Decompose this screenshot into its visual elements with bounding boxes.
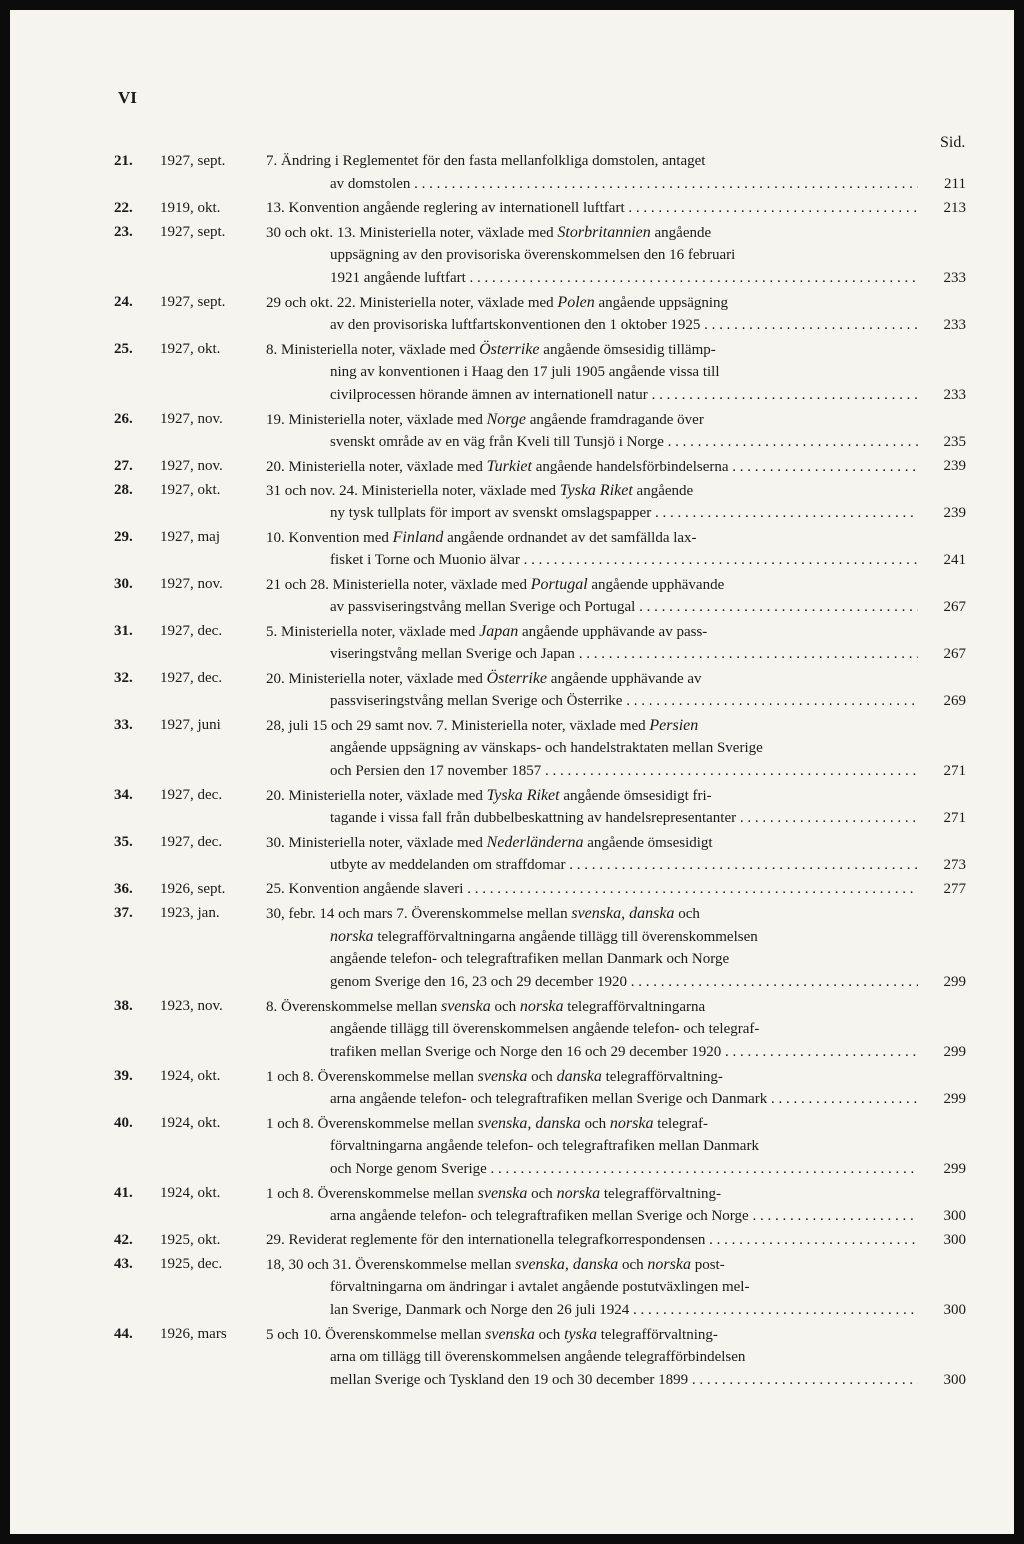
entry-title xyxy=(266,620,918,666)
entry-title-line xyxy=(266,1088,918,1111)
text-segment: 5 och 10. Överenskommelse mellan xyxy=(266,1327,486,1343)
text-segment: svenskt område av en väg från Kveli till Tunsjö i Norge xyxy=(330,434,664,450)
text-segment: 7. Ändring i Reglementet för den fasta mellanfolkliga domstolen, antaget xyxy=(266,153,706,169)
text-segment: angående xyxy=(650,225,712,241)
entry-number: 33. xyxy=(114,717,133,733)
entry-number: 23. xyxy=(114,224,133,240)
entry-title-line xyxy=(266,1158,918,1181)
entry-number: 35. xyxy=(114,834,133,850)
text-segment: angående handelsförbindelserna xyxy=(531,459,729,475)
entry-page-number: 269 xyxy=(943,693,966,709)
entry-title-line xyxy=(266,455,918,478)
text-segment: och xyxy=(490,999,520,1015)
document-page xyxy=(10,10,1014,1534)
entry-title xyxy=(266,573,918,619)
text-segment: angående uppsägning av vänskaps- och handelstraktaten mellan Sverige xyxy=(330,740,763,756)
italic-segment: norska xyxy=(556,1185,601,1202)
entry-number: 29. xyxy=(114,529,133,545)
entry-title-line xyxy=(266,150,918,173)
entry-date: 1924, okt. xyxy=(160,1115,221,1131)
text-segment: 31 och nov. 24. Ministeriella noter, växlade med xyxy=(266,483,560,499)
text-segment: utbyte av meddelanden om straffdomar xyxy=(330,857,566,873)
text-segment: telegrafförvaltning- xyxy=(601,1069,723,1085)
entry-page-number: 300 xyxy=(943,1208,966,1224)
italic-segment: Storbritannien xyxy=(557,224,651,241)
entry-title-line xyxy=(266,1346,918,1369)
entry-title-line xyxy=(266,1369,918,1392)
entry-number: 34. xyxy=(114,787,133,803)
text-segment: 30. Ministeriella noter, växlade med xyxy=(266,835,487,851)
entry-date: 1925, dec. xyxy=(160,1256,223,1272)
entry-date: 1927, sept. xyxy=(160,224,226,240)
entry-date: 1923, jan. xyxy=(160,905,220,921)
text-segment: 20. Ministeriella noter, växlade med xyxy=(266,788,487,804)
text-segment: och Norge genom Sverige xyxy=(330,1161,487,1177)
entry-number: 41. xyxy=(114,1185,133,1201)
text-segment: passviseringstvång mellan Sverige och Österrike xyxy=(330,693,623,709)
entry-number: 21. xyxy=(114,153,133,169)
text-segment: 29 och okt. 22. Ministeriella noter, växlade med xyxy=(266,295,558,311)
entry-title-line xyxy=(266,1323,918,1346)
entry-page-number: 239 xyxy=(943,505,966,521)
text-segment: 1 och 8. Överenskommelse mellan xyxy=(266,1186,478,1202)
entry-title-line xyxy=(266,479,918,502)
text-segment: angående ömsesidigt fri- xyxy=(559,788,712,804)
entry-title-line xyxy=(266,384,918,407)
entry-date: 1927, maj xyxy=(160,529,220,545)
entry-page-number: 277 xyxy=(943,881,966,897)
entry-title-line xyxy=(266,667,918,690)
entry-title-line xyxy=(266,1065,918,1088)
entry-page-number: 300 xyxy=(943,1232,966,1248)
italic-segment: danska xyxy=(556,1068,602,1085)
entry-page-number: 233 xyxy=(943,387,966,403)
entry-date: 1927, juni xyxy=(160,717,221,733)
text-segment: och xyxy=(534,1327,565,1343)
entry-title-line xyxy=(266,971,918,994)
entry-title-line xyxy=(266,1253,918,1276)
entry-title-line xyxy=(266,643,918,666)
entry-title xyxy=(266,995,918,1064)
entry-page-number: 213 xyxy=(943,200,966,216)
entry-title xyxy=(266,1253,918,1322)
entry-title-line xyxy=(266,1205,918,1228)
text-segment: genom Sverige den 16, 23 och 29 december 1920 xyxy=(330,974,628,990)
text-segment: 10. Konvention med xyxy=(266,530,393,546)
entry-title xyxy=(266,1323,918,1392)
entry-page-number: 267 xyxy=(943,599,966,615)
entry-page-number: 235 xyxy=(943,434,966,450)
entry-date: 1919, okt. xyxy=(160,200,221,216)
italic-segment: Turkiet xyxy=(486,458,532,475)
text-segment: och Persien den 17 november 1857 xyxy=(330,763,542,779)
text-segment: angående uppsägning xyxy=(594,295,729,311)
entry-date: 1926, mars xyxy=(160,1326,227,1342)
text-segment: mellan Sverige och Tyskland den 19 och 30 december 1899 xyxy=(330,1372,689,1388)
entry-page-number: 299 xyxy=(943,974,966,990)
text-segment: 18, 30 och 31. Överenskommelse mellan xyxy=(266,1257,516,1273)
text-segment: angående telefon- och telegraftrafiken mellan Danmark och Norge xyxy=(330,951,730,967)
text-segment: post- xyxy=(690,1257,725,1273)
text-segment: arna angående telefon- och telegraftrafiken mellan Sverige och Norge xyxy=(330,1208,749,1224)
italic-segment: svenska xyxy=(477,1185,528,1202)
entry-title xyxy=(266,878,918,901)
italic-segment: norska xyxy=(519,998,564,1015)
entry-title-line xyxy=(266,549,918,572)
entry-title-line xyxy=(266,173,918,196)
text-segment: och xyxy=(674,906,700,922)
text-segment: ny tysk tullplats för import av svenskt omslagspapper xyxy=(330,505,652,521)
text-segment: 29. Reviderat reglemente för den internationella telegrafkorrespondensen xyxy=(266,1232,706,1248)
entry-title-line xyxy=(266,291,918,314)
text-segment: och xyxy=(527,1186,557,1202)
entry-page-number: 211 xyxy=(944,176,966,192)
entry-page-number: 241 xyxy=(943,552,966,568)
text-segment: 20. Ministeriella noter, växlade med xyxy=(266,671,487,687)
entry-title xyxy=(266,150,918,196)
entry-number: 26. xyxy=(114,411,133,427)
entry-title-line xyxy=(266,737,918,760)
entry-title-line xyxy=(266,1018,918,1041)
text-segment: 30, febr. 14 och mars 7. Överenskommelse mellan xyxy=(266,906,572,922)
entry-date: 1926, sept. xyxy=(160,881,226,897)
entry-date: 1927, okt. xyxy=(160,482,221,498)
text-segment: civilprocessen hörande ämnen av internationell natur xyxy=(330,387,648,403)
italic-segment: svenska xyxy=(477,1068,528,1085)
entry-title-line xyxy=(266,267,918,290)
text-segment: ning av konventionen i Haag den 17 juli 1905 angående vissa till xyxy=(330,364,720,380)
text-segment: angående tillägg till överenskommelsen angående telefon- och telegraf- xyxy=(330,1021,760,1037)
entry-page-number: 299 xyxy=(943,1044,966,1060)
entry-title-line xyxy=(266,902,918,925)
entry-number: 40. xyxy=(114,1115,133,1131)
entry-title xyxy=(266,831,918,877)
text-segment: 28, juli 15 och 29 samt nov. 7. Ministeriella noter, växlade med xyxy=(266,718,650,734)
entry-title xyxy=(266,1065,918,1111)
text-segment: 19. Ministeriella noter, växlade med xyxy=(266,412,487,428)
entry-date: 1927, dec. xyxy=(160,787,223,803)
text-segment: 20. Ministeriella noter, växlade med xyxy=(266,459,487,475)
text-segment: 8. Överenskommelse mellan xyxy=(266,999,441,1015)
text-segment: tagande i vissa fall från dubbelbeskattning av handelsrepresentanter xyxy=(330,810,737,826)
text-segment: uppsägning av den provisoriska överenskommelsen den 16 februari xyxy=(330,247,736,263)
italic-segment: Japan xyxy=(479,623,519,640)
italic-segment: Persien xyxy=(649,717,699,734)
entry-page-number: 233 xyxy=(943,317,966,333)
entry-title xyxy=(266,902,918,994)
text-segment: 30 och okt. 13. Ministeriella noter, växlade med xyxy=(266,225,558,241)
text-segment: av passviseringstvång mellan Sverige och Portugal xyxy=(330,599,636,615)
entry-title-line xyxy=(266,244,918,267)
italic-segment: Portugal xyxy=(530,576,588,593)
entry-date: 1927, nov. xyxy=(160,411,223,427)
text-segment: angående ömsesidig tillämp- xyxy=(539,342,716,358)
text-segment: fisket i Torne och Muonio älvar xyxy=(330,552,520,568)
entry-title-line xyxy=(266,408,918,431)
italic-segment: svenska, danska xyxy=(515,1256,619,1273)
entry-title-line xyxy=(266,573,918,596)
entry-title-line xyxy=(266,1112,918,1135)
entry-title xyxy=(266,197,918,220)
entry-number: 25. xyxy=(114,341,133,357)
entry-title-line xyxy=(266,690,918,713)
text-segment: telegrafförvaltning- xyxy=(600,1186,722,1202)
entry-page-number: 299 xyxy=(943,1091,966,1107)
italic-segment: norska xyxy=(330,928,374,945)
entry-title-line xyxy=(266,714,918,737)
text-segment: förvaltningarna angående telefon- och telegraftrafiken mellan Danmark xyxy=(330,1138,759,1154)
entry-page-number: 300 xyxy=(943,1372,966,1388)
entry-title xyxy=(266,1112,918,1181)
entry-page-number: 299 xyxy=(943,1161,966,1177)
text-segment: 21 och 28. Ministeriella noter, växlade med xyxy=(266,577,531,593)
entry-title-line xyxy=(266,995,918,1018)
text-segment: telegrafförvaltning- xyxy=(596,1327,718,1343)
entry-number: 31. xyxy=(114,623,133,639)
text-segment: 1 och 8. Överenskommelse mellan xyxy=(266,1069,478,1085)
text-segment: 1 och 8. Överenskommelse mellan xyxy=(266,1116,478,1132)
text-segment: arna angående telefon- och telegraftrafiken mellan Sverige och Danmark xyxy=(330,1091,768,1107)
page-number: VI xyxy=(118,88,137,107)
entry-title xyxy=(266,784,918,830)
italic-segment: Österrike xyxy=(486,670,548,687)
text-segment: telegrafförvaltningarna angående tillägg till överenskommelsen xyxy=(373,929,758,945)
text-segment: och xyxy=(618,1257,648,1273)
entry-number: 24. xyxy=(114,294,133,310)
text-segment: och xyxy=(580,1116,610,1132)
italic-segment: tyska xyxy=(564,1326,597,1343)
entry-title-line xyxy=(266,1299,918,1322)
entry-title xyxy=(266,221,918,290)
entry-date: 1927, sept. xyxy=(160,294,226,310)
text-segment: trafiken mellan Sverige och Norge den 16 och 29 december 1920 xyxy=(330,1044,722,1060)
entry-page-number: 271 xyxy=(943,810,966,826)
text-segment: telegraf- xyxy=(653,1116,708,1132)
entry-number: 27. xyxy=(114,458,133,474)
italic-segment: norska xyxy=(647,1256,691,1273)
entry-page-number: 267 xyxy=(943,646,966,662)
entry-number: 42. xyxy=(114,1232,133,1248)
entry-title-line xyxy=(266,314,918,337)
italic-segment: Finland xyxy=(392,529,444,546)
entry-page-number: 233 xyxy=(943,270,966,286)
page-column-header: Sid. xyxy=(940,134,966,151)
entry-title-line xyxy=(266,760,918,783)
entry-title xyxy=(266,1229,918,1252)
entry-title xyxy=(266,479,918,525)
italic-segment: svenska xyxy=(440,998,491,1015)
entry-title-line xyxy=(266,197,918,220)
text-segment: arna om tillägg till överenskommelsen angående telegrafförbindelsen xyxy=(330,1349,746,1365)
entry-date: 1927, dec. xyxy=(160,670,223,686)
entry-title-line xyxy=(266,1229,918,1252)
text-segment: angående xyxy=(632,483,694,499)
entry-date: 1927, nov. xyxy=(160,458,223,474)
italic-segment: Österrike xyxy=(479,341,540,358)
entry-title-line xyxy=(266,431,918,454)
entry-number: 37. xyxy=(114,905,133,921)
entry-title-line xyxy=(266,221,918,244)
italic-segment: Norge xyxy=(486,411,526,428)
entry-number: 39. xyxy=(114,1068,133,1084)
entry-title xyxy=(266,667,918,713)
entry-title-line xyxy=(266,338,918,361)
italic-segment: svenska, danska xyxy=(571,905,675,922)
italic-segment: Polen xyxy=(557,294,595,311)
text-segment: lan Sverige, Danmark och Norge den 26 juli 1924 xyxy=(330,1302,630,1318)
italic-segment: Tyska Riket xyxy=(486,787,560,804)
entry-number: 43. xyxy=(114,1256,133,1272)
entry-title xyxy=(266,526,918,572)
text-segment: telegrafförvaltningarna xyxy=(563,999,706,1015)
entry-date: 1927, dec. xyxy=(160,623,223,639)
text-segment: 13. Konvention angående reglering av internationell luftfart xyxy=(266,200,625,216)
italic-segment: norska xyxy=(609,1115,654,1132)
entry-date: 1923, nov. xyxy=(160,998,223,1014)
entry-page-number: 239 xyxy=(943,458,966,474)
entry-title-line xyxy=(266,784,918,807)
entry-number: 28. xyxy=(114,482,133,498)
entry-title xyxy=(266,1182,918,1228)
text-segment: av domstolen xyxy=(330,176,411,192)
italic-segment: svenska xyxy=(485,1326,535,1343)
entry-date: 1924, okt. xyxy=(160,1068,221,1084)
entry-number: 22. xyxy=(114,200,133,216)
entry-title-line xyxy=(266,361,918,384)
text-segment: angående upphävande av xyxy=(547,671,702,687)
entry-date: 1927, okt. xyxy=(160,341,221,357)
entry-page-number: 271 xyxy=(943,763,966,779)
text-segment: viseringstvång mellan Sverige och Japan xyxy=(330,646,575,662)
entry-date: 1927, nov. xyxy=(160,576,223,592)
entry-title-line xyxy=(266,620,918,643)
entry-title xyxy=(266,291,918,337)
text-segment: angående upphävande xyxy=(587,577,725,593)
text-segment: 1921 angående luftfart xyxy=(330,270,466,286)
text-segment: angående framdragande över xyxy=(526,412,704,428)
entry-number: 44. xyxy=(114,1326,133,1342)
text-segment: 8. Ministeriella noter, växlade med xyxy=(266,342,480,358)
entry-title-line xyxy=(266,948,918,971)
entry-number: 38. xyxy=(114,998,133,1014)
entry-date: 1927, dec. xyxy=(160,834,223,850)
entry-number: 36. xyxy=(114,881,133,897)
entry-title-line xyxy=(266,1041,918,1064)
entry-title xyxy=(266,338,918,407)
entry-date: 1927, sept. xyxy=(160,153,226,169)
entry-title-line xyxy=(266,1276,918,1299)
entry-date: 1924, okt. xyxy=(160,1185,221,1201)
entry-title-line xyxy=(266,878,918,901)
italic-segment: Tyska Riket xyxy=(559,482,633,499)
entry-number: 30. xyxy=(114,576,133,592)
entry-title-line xyxy=(266,807,918,830)
text-segment: och xyxy=(527,1069,557,1085)
entry-title-line xyxy=(266,526,918,549)
entry-number: 32. xyxy=(114,670,133,686)
entry-title-line xyxy=(266,1182,918,1205)
entry-title xyxy=(266,455,918,478)
entry-title-line xyxy=(266,925,918,948)
text-segment: 5. Ministeriella noter, växlade med xyxy=(266,624,480,640)
entry-page-number: 300 xyxy=(943,1302,966,1318)
entry-title-line xyxy=(266,502,918,525)
text-segment: angående ordnandet av det samfällda lax- xyxy=(443,530,697,546)
entry-title-line xyxy=(266,831,918,854)
text-segment: angående ömsesidigt xyxy=(583,835,713,851)
entry-title-line xyxy=(266,1135,918,1158)
text-segment: av den provisoriska luftfartskonventionen den 1 oktober 1925 xyxy=(330,317,701,333)
text-segment: 25. Konvention angående slaveri xyxy=(266,881,464,897)
entry-page-number: 273 xyxy=(943,857,966,873)
italic-segment: svenska, danska xyxy=(477,1115,581,1132)
entry-title-line xyxy=(266,854,918,877)
text-segment: angående upphävande av pass- xyxy=(518,624,708,640)
entry-title xyxy=(266,408,918,454)
entry-title-line xyxy=(266,596,918,619)
text-segment: förvaltningarna om ändringar i avtalet angående postutväxlingen mel- xyxy=(330,1279,750,1295)
entry-title xyxy=(266,714,918,783)
entry-date: 1925, okt. xyxy=(160,1232,221,1248)
italic-segment: Nederländerna xyxy=(486,834,584,851)
